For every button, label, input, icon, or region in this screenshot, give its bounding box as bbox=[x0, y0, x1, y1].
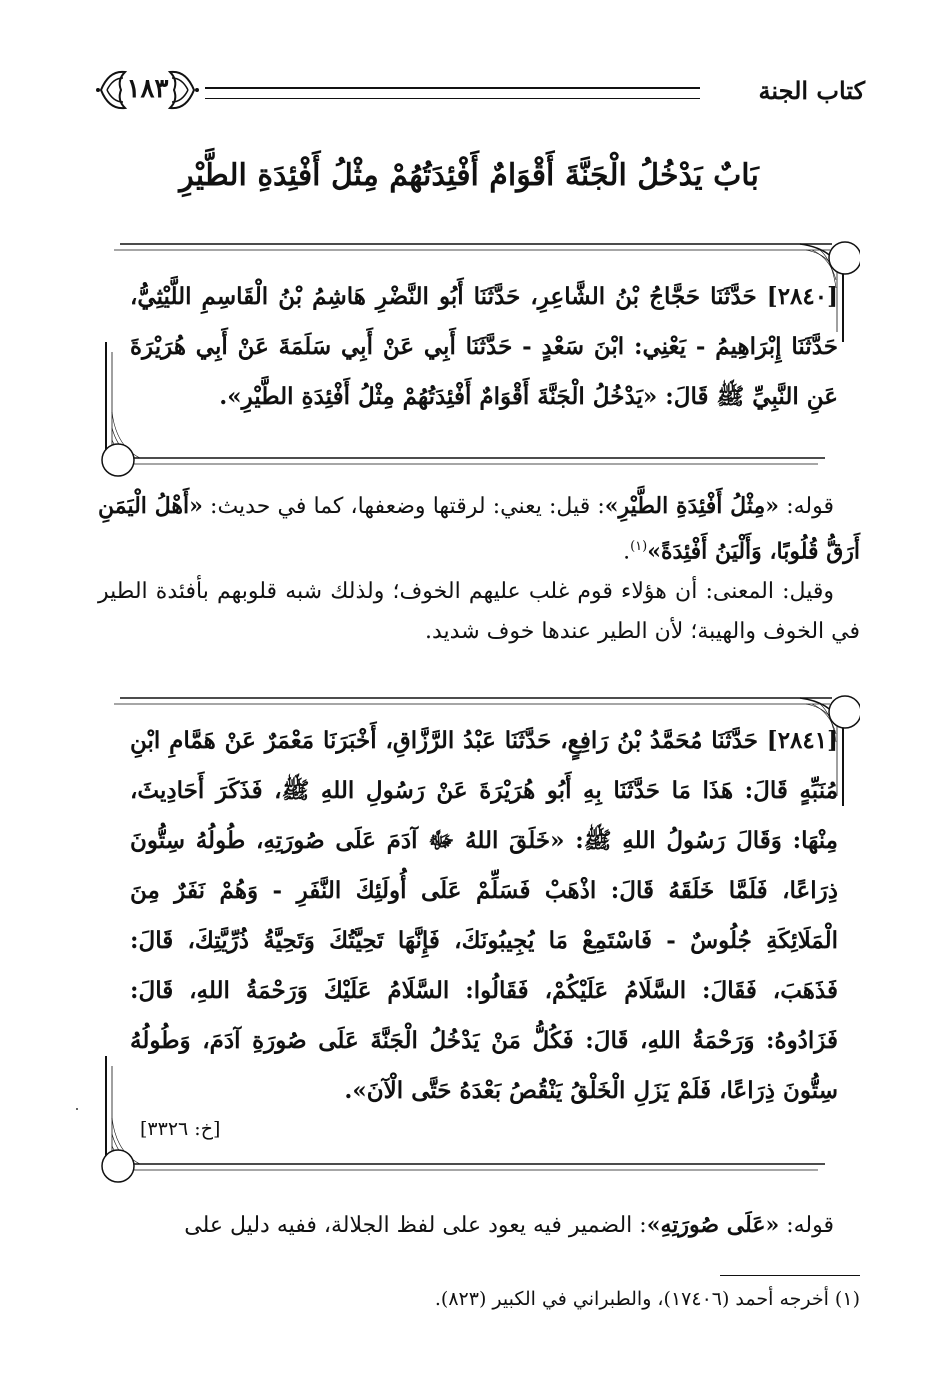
page-number-ornament bbox=[95, 60, 200, 120]
page-number: ١٨٣ bbox=[126, 74, 169, 104]
hadith-number: [٢٨٤٠] bbox=[766, 283, 838, 310]
footnote-rule bbox=[720, 1275, 860, 1276]
hadith-number: [٢٨٤١] bbox=[766, 727, 838, 754]
chapter-title: بَابٌ يَدْخُلُ الْجَنَّةَ أَقْوَامٌ أَفْئِدَتُهُمْ مِثْلُ أَفْئِدَةِ الطَّيْرِ bbox=[179, 158, 759, 193]
hadith-text-2841 bbox=[130, 716, 838, 1116]
footnote-marker: (١) bbox=[630, 539, 648, 554]
quoted-hadith: «أَهْلُ الْيَمَنِ أَرَقُّ قُلُوبًا، وَأَلْيَنُ أَفْئِدَةً» bbox=[98, 493, 860, 565]
hadith-box-2840 bbox=[100, 232, 860, 482]
hadith-box-2841 bbox=[100, 686, 860, 1191]
page-header bbox=[95, 60, 865, 120]
commentary-paragraph: قوله: «عَلَى صُورَتِهِ»: الضمير فيه يعود على لفظ الجلالة، ففيه دليل على bbox=[184, 1212, 834, 1238]
hadith-reference: [خ: ٣٣٢٦] bbox=[140, 1118, 221, 1140]
commentary-section-2 bbox=[98, 1205, 860, 1246]
quoted-phrase: «مِثْلُ أَفْئِدَةِ الطَّيْرِ» bbox=[604, 493, 780, 519]
book-title: كتاب الجنة bbox=[758, 76, 865, 105]
hadith-body: حَدَّثَنَا حَجَّاجُ بْنُ الشَّاعِرِ، حَدَّثَنَا أَبُو النَّضْرِ هَاشِمُ بْنُ الْقَاسِمِ اللَّيْثِيُّ، حَدَّثَنَا إِبْرَاهِيمُ - يَعْنِي: ابْنَ سَعْدٍ - حَدَّثَنَا أَبِي عَنْ أَبِي سَلَمَةَ عَنْ أَبِي هُرَيْرَةَ عَنِ النَّبِيِّ ﷺ قَالَ: «يَدْخُلُ الْجَنَّةَ أَقْوَامٌ أَفْئِدَتُهُمْ مِثْلُ أَفْئِدَةِ الطَّيْرِ». bbox=[130, 283, 838, 410]
scan-speck bbox=[76, 1108, 78, 1110]
hadith-body: حَدَّثَنَا مُحَمَّدُ بْنُ رَافِعٍ، حَدَّثَنَا عَبْدُ الرَّزَّاقِ، أَخْبَرَنَا مَعْمَرٌ عَنْ هَمَّامِ ابْنِ مُنَبِّهٍ قَالَ: هَذَا مَا حَدَّثَنَا بِهِ أَبُو هُرَيْرَةَ عَنْ رَسُولِ اللهِ ﷺ، فَذَكَرَ أَحَادِيثَ، مِنْهَا: وَقَالَ رَسُولُ اللهِ ﷺ: «خَلَقَ اللهُ ﷻ آدَمَ عَلَى صُورَتِهِ، طُولُهُ سِتُّونَ ذِرَاعًا، فَلَمَّا خَلَقَهُ قَالَ: اذْهَبْ فَسَلِّمْ عَلَى أُولَئِكَ النَّفَرِ - وَهُمْ نَفَرٌ مِنَ الْمَلَائِكَةِ جُلُوسٌ - فَاسْتَمِعْ مَا يُجِيبُونَكَ، فَإِنَّهَا تَحِيَّتُكَ وَتَحِيَّةُ ذُرِّيَّتِكَ، قَالَ: فَذَهَبَ، فَقَالَ: السَّلَامُ عَلَيْكُمْ، فَقَالُوا: السَّلَامُ عَلَيْكَ وَرَحْمَةُ اللهِ، قَالَ: فَزَادُوهُ: وَرَحْمَةُ اللهِ، قَالَ: فَكُلُّ مَنْ يَدْخُلُ الْجَنَّةَ عَلَى صُورَةِ آدَمَ، وَطُولُهُ سِتُّونَ ذِرَاعًا، فَلَمْ يَزَلِ الْخَلْقُ يَنْقُصُ بَعْدَهُ حَتَّى الْآنَ». bbox=[130, 727, 838, 1104]
header-rule bbox=[205, 87, 700, 99]
hadith-text-2840 bbox=[130, 272, 838, 422]
commentary-paragraph: قوله: «مِثْلُ أَفْئِدَةِ الطَّيْرِ»: قيل: يعني: لرقتها وضعفها، كما في حديث: «أَهْلُ الْيَمَنِ أَرَقُّ قُلُوبًا، وَأَلْيَنُ أَفْئِدَةً»$^{(١)}$. bbox=[98, 493, 860, 565]
footnote: (١) أخرجه أحمد (١٧٤٠٦)، والطبراني في الكبير (٨٢٣). bbox=[434, 1288, 860, 1310]
commentary-paragraph: وقيل: المعنى: أن هؤلاء قوم غلب عليهم الخوف؛ ولذلك شبه قلوبهم بأفئدة الطير في الخوف والهيبة؛ لأن الطير عندها خوف شديد. bbox=[98, 579, 860, 645]
commentary-section-1 bbox=[98, 486, 860, 652]
quoted-phrase: «عَلَى صُورَتِهِ» bbox=[646, 1212, 780, 1238]
